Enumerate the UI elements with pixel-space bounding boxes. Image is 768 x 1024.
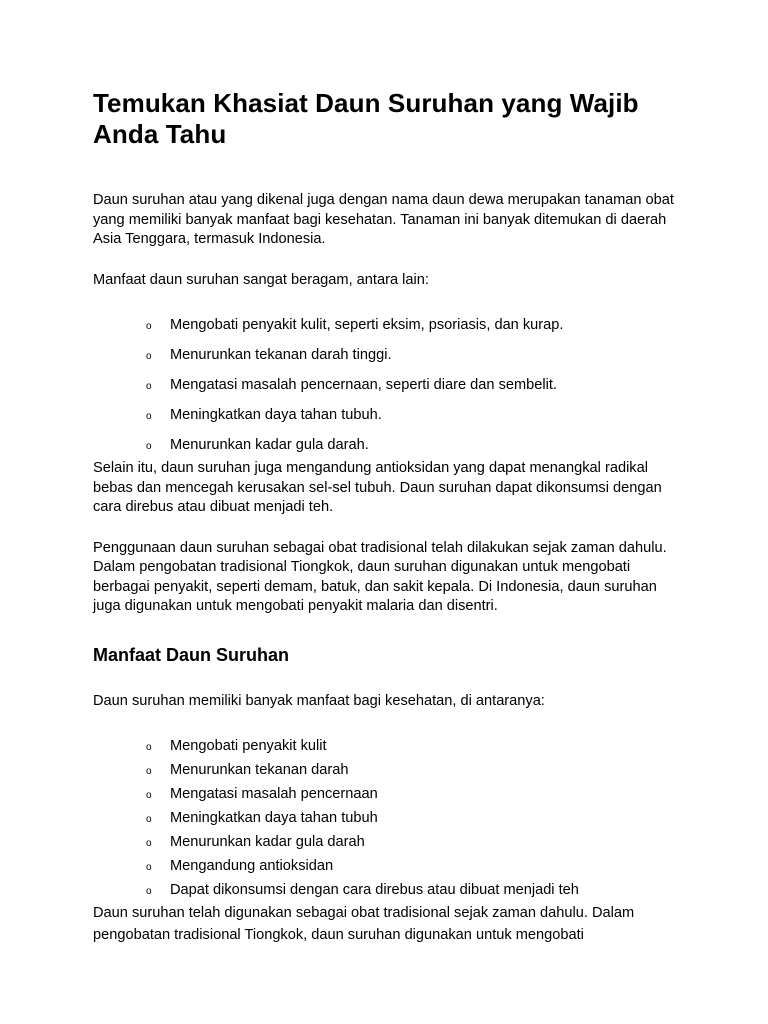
list-item-text: Meningkatkan daya tahan tubuh. — [170, 407, 382, 423]
list-item — [93, 316, 683, 335]
list-item-text: Menurunkan tekanan darah — [170, 762, 349, 778]
bullet-circle-icon: o — [146, 838, 152, 849]
bullet-circle-icon: o — [146, 766, 152, 777]
list-item-text: Menurunkan kadar gula darah — [170, 834, 365, 850]
list-item-text: Meningkatkan daya tahan tubuh — [170, 810, 378, 826]
list-item — [93, 436, 683, 455]
list-item — [93, 833, 683, 852]
document-content — [93, 88, 683, 946]
tradition-paragraph: Penggunaan daun suruhan sebagai obat tradisional telah dilakukan sejak zaman dahulu. Dalam pengobatan tradisional Tiongkok, daun suruhan digunakan untuk mengobati berbagai penyakit, seperti demam, batuk, dan sakit kepala. Di Indonesia, daun suruhan juga digunakan untuk mengobati penyakit malaria dan disentri. — [93, 539, 667, 614]
antioxidant-paragraph: Selain itu, daun suruhan juga mengandung antioksidan yang dapat menangkal radikal bebas dan mencegah kerusakan sel-sel tubuh. Daun suruhan dapat dikonsumsi dengan cara direbus atau dibuat menjadi teh. — [93, 460, 662, 515]
list-item — [93, 406, 683, 425]
list-item — [93, 881, 683, 900]
list-item — [93, 376, 683, 395]
list-item — [93, 809, 683, 828]
bullet-circle-icon: o — [146, 862, 152, 873]
bullet-circle-icon: o — [146, 814, 152, 825]
list-item-text: Mengobati penyakit kulit, seperti eksim, psoriasis, dan kurap. — [170, 317, 564, 333]
closing-paragraph: Daun suruhan telah digunakan sebagai obat tradisional sejak zaman dahulu. Dalam pengobatan tradisional Tiongkok, daun suruhan digunakan untuk mengobati — [93, 905, 635, 943]
list-item — [93, 346, 683, 365]
section-intro-paragraph: Daun suruhan memiliki banyak manfaat bagi kesehatan, di antaranya: — [93, 692, 545, 709]
list-item-text: Dapat dikonsumsi dengan cara direbus atau dibuat menjadi teh — [170, 882, 579, 898]
intro-paragraph: Daun suruhan atau yang dikenal juga dengan nama daun dewa merupakan tanaman obat yang memiliki banyak manfaat bagi kesehatan. Tanaman ini banyak ditemukan di daerah Asia Tenggara, termasuk Indonesia. — [93, 192, 674, 247]
list-item-text: Mengobati penyakit kulit — [170, 738, 327, 754]
benefits-list-summary — [93, 737, 683, 900]
list-item-text: Mengatasi masalah pencernaan, seperti diare dan sembelit. — [170, 377, 557, 393]
list-item-text: Mengatasi masalah pencernaan — [170, 786, 378, 802]
bullet-circle-icon: o — [146, 381, 152, 392]
list-item — [93, 785, 683, 804]
list-item — [93, 737, 683, 756]
bullet-circle-icon: o — [146, 321, 152, 332]
list-item — [93, 857, 683, 876]
list-item-text: Menurunkan kadar gula darah. — [170, 437, 369, 453]
list-item-text: Menurunkan tekanan darah tinggi. — [170, 347, 392, 363]
bullet-circle-icon: o — [146, 351, 152, 362]
list-item-text: Mengandung antioksidan — [170, 858, 334, 874]
bullet-circle-icon: o — [146, 790, 152, 801]
page-title: Temukan Khasiat Daun Suruhan yang Wajib Anda Tahu — [93, 88, 639, 149]
bullet-circle-icon: o — [146, 742, 152, 753]
benefits-list-detailed — [93, 316, 683, 455]
bullet-circle-icon: o — [146, 411, 152, 422]
bullet-circle-icon: o — [146, 886, 152, 897]
section-heading: Manfaat Daun Suruhan — [93, 644, 290, 665]
list-intro-paragraph: Manfaat daun suruhan sangat beragam, antara lain: — [93, 271, 429, 288]
list-item — [93, 761, 683, 780]
bullet-circle-icon: o — [146, 441, 152, 452]
